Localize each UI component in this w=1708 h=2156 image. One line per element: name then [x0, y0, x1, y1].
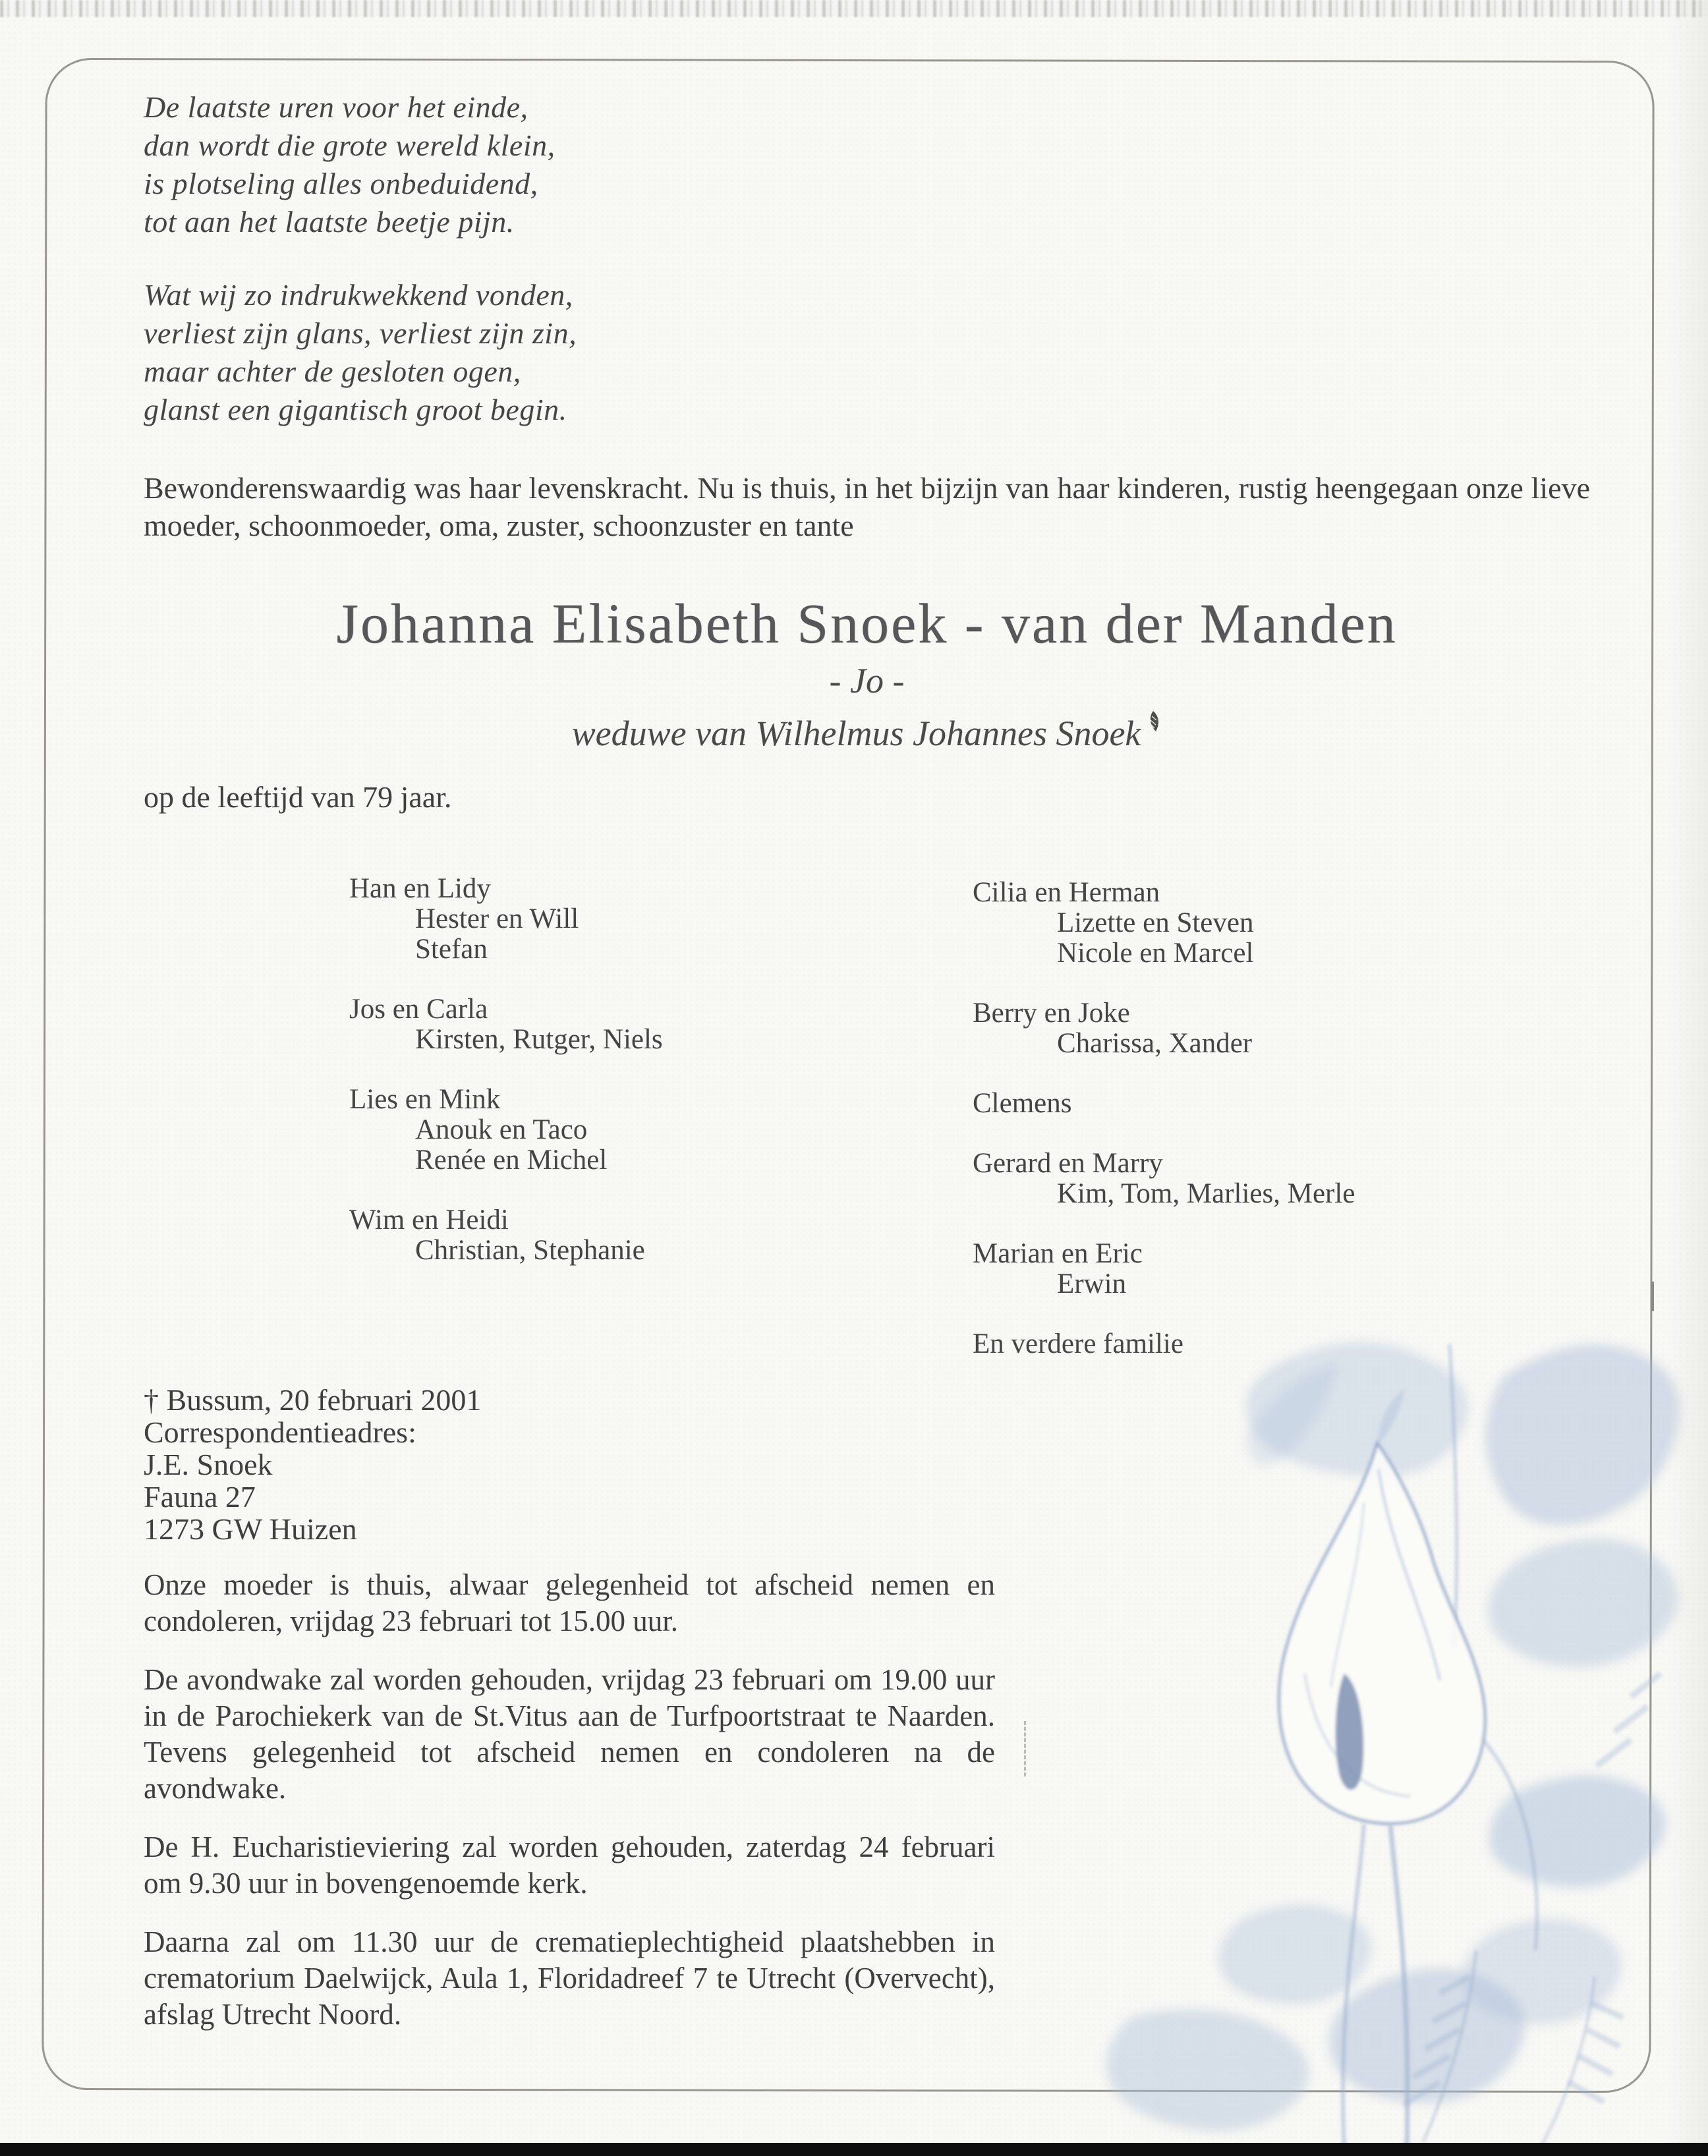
family-head: Clemens [973, 1088, 1072, 1119]
family-head: Wim en Heidi [349, 1205, 509, 1235]
death-date-line: † Bussum, 20 februari 2001 [144, 1383, 482, 1417]
family-head: Han en Lidy [349, 873, 491, 904]
poem-stanza-2 [144, 276, 737, 429]
poem-stanza-1 [144, 88, 737, 241]
info-paragraph-crematie: Daarna zal om 11.30 uur de crematieplechtigheid plaatshebben in crematorium Daelwijck, Aula 1, Floridadreef 7 te Utrecht (Overvecht), afslag Utrecht Noord. [144, 1925, 995, 2031]
scan-fold-line [1024, 1721, 1026, 1776]
family-head: Berry en Joke [973, 998, 1130, 1029]
info-paragraph-avondwake: De avondwake zal worden gehouden, vrijdag 23 februari om 19.00 uur in de Parochiekerk van de St.Vitus aan de Turfpoortstraat te Naarden. Tevens gelegenheid tot afscheid nemen en condoleren na de avondwake. [144, 1663, 995, 1805]
family-group [349, 994, 663, 1055]
correspondence-block [144, 1384, 481, 1545]
family-child: Charissa, Xander [1057, 1028, 1253, 1059]
poem-line: De laatste uren voor het einde, [144, 90, 528, 124]
family-head: En verdere familie [973, 1328, 1183, 1359]
family-head: Lies en Mink [349, 1084, 501, 1115]
family-child: Kirsten, Rutger, Niels [415, 1024, 663, 1055]
family-head: Gerard en Marry [973, 1148, 1163, 1179]
correspondence-city-line: 1273 GW Huizen [144, 1512, 357, 1546]
family-child: Lizette en Steven [1057, 907, 1254, 938]
family-child: Nicole en Marcel [1057, 938, 1254, 969]
age-line: op de leeftijd van 79 jaar. [144, 780, 452, 814]
family-child: Hester en Will [415, 903, 579, 934]
family-group [349, 1085, 663, 1176]
relation-text: weduwe van Wilhelmus Johannes Snoek [571, 714, 1141, 753]
family-child: Erwin [1057, 1268, 1127, 1299]
family-head: Cilia en Herman [973, 877, 1160, 908]
scan-edge-noise [0, 0, 1708, 17]
scan-bottom-bar [0, 2143, 1708, 2156]
correspondence-name-line: J.E. Snoek [144, 1448, 273, 1481]
family-group [973, 1149, 1355, 1209]
poem-line: glanst een gigantisch groot begin. [144, 393, 567, 426]
poem-line: Wat wij zo indrukwekkend vonden, [144, 278, 573, 312]
family-group [973, 878, 1355, 969]
poem-line: tot aan het laatste beetje pijn. [144, 205, 515, 239]
poem-line: is plotseling alles onbeduidend, [144, 167, 538, 200]
calla-lily-artwork [1081, 1252, 1708, 2148]
family-group [973, 1089, 1355, 1119]
family-group [349, 874, 663, 965]
poem-line: dan wordt die grote wereld klein, [144, 128, 555, 162]
family-child: Anouk en Taco [415, 1114, 588, 1145]
deceased-nickname: - Jo - [829, 661, 905, 700]
intro-paragraph: Bewonderenswaardig was haar levenskracht. Nu is thuis, in het bijzijn van haar kinderen, rustig heengegaan onze lieve moeder, schoonmoeder, oma, zuster, schoonzuster en tante [144, 471, 1590, 542]
correspondence-street-line: Fauna 27 [144, 1480, 256, 1514]
leaf-speck-icon [1145, 701, 1162, 742]
family-head: Jos en Carla [349, 994, 488, 1025]
poem-line: verliest zijn glans, verliest zijn zin, [144, 316, 577, 350]
info-paragraph-visitation: Onze moeder is thuis, alwaar gelegenheid tot afscheid nemen en condoleren, vrijdag 23 februari tot 15.00 uur. [144, 1568, 995, 1637]
family-child: Stefan [415, 934, 488, 965]
scan-dash-artifact [1651, 1282, 1654, 1311]
family-child: Kim, Tom, Marlies, Merle [1057, 1178, 1355, 1209]
family-child: Renée en Michel [415, 1145, 608, 1176]
family-group [349, 1205, 663, 1266]
family-head: Marian en Eric [973, 1238, 1143, 1269]
family-group [973, 998, 1355, 1059]
family-child: Christian, Stephanie [415, 1235, 645, 1266]
correspondence-label: Correspondentieadres: [144, 1415, 416, 1449]
deceased-name: Johanna Elisabeth Snoek - van der Manden [336, 592, 1398, 655]
info-paragraph-eucharistie: De H. Eucharistieviering zal worden gehouden, zaterdag 24 februari om 9.30 uur in bovengenoemde kerk. [144, 1830, 995, 1900]
family-column-left [349, 874, 663, 1295]
poem-line: maar achter de gesloten ogen, [144, 355, 521, 388]
deceased-relation [144, 701, 1590, 754]
